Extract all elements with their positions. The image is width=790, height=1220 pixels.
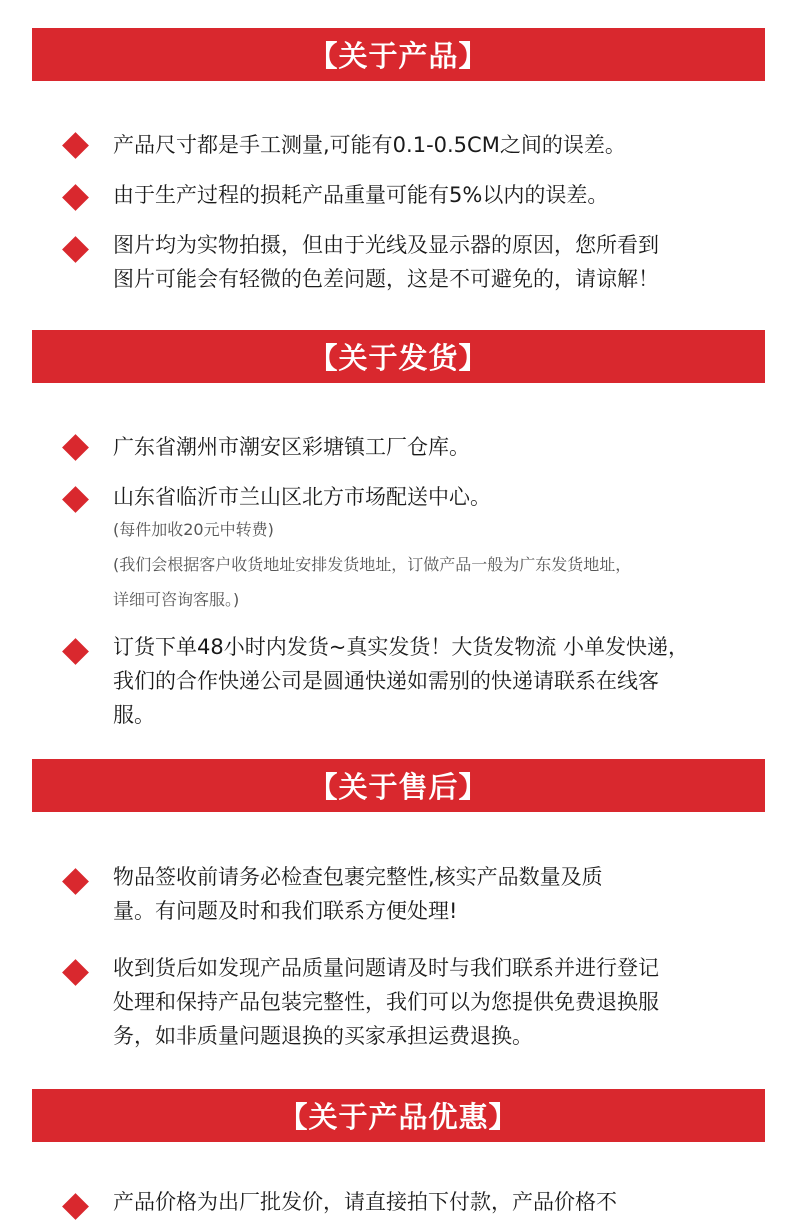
diamond-bullet-icon xyxy=(62,1193,89,1220)
item-note: (每件加收20元中转费) xyxy=(113,520,274,539)
diamond-bullet-icon xyxy=(62,132,89,159)
section-banner-product xyxy=(32,28,765,81)
diamond-bullet-icon xyxy=(62,959,89,986)
item-text: 产品价格为出厂批发价，请直接拍下付款，产品价格不 xyxy=(113,1190,617,1214)
item-text: 物品签收前请务必检查包裹完整性,核实产品数量及质 量。有问题及时和我们联系方便处理! xyxy=(113,865,603,923)
section-title: 【关于产品优惠】 xyxy=(278,1100,519,1134)
diamond-bullet-icon xyxy=(62,434,89,461)
item-text: 广东省潮州市潮安区彩塘镇工厂仓库。 xyxy=(113,435,470,459)
section-banner-discount xyxy=(32,1089,765,1142)
item-text: 由于生产过程的损耗产品重量可能有5%以内的误差。 xyxy=(113,183,609,207)
section-title: 【关于售后】 xyxy=(308,770,489,804)
item-text: 山东省临沂市兰山区北方市场配送中心。 xyxy=(113,485,491,509)
diamond-bullet-icon xyxy=(62,868,89,895)
diamond-bullet-icon xyxy=(62,236,89,263)
item-text: 产品尺寸都是手工测量,可能有0.1-0.5CM之间的误差。 xyxy=(113,133,626,157)
section-banner-shipping xyxy=(32,330,765,383)
item-note: (我们会根据客户收货地址安排发货地址，订做产品一般为广东发货地址， 详细可咨询客服。) xyxy=(113,555,632,609)
section-title: 【关于发货】 xyxy=(308,341,489,375)
section-banner-after-sales xyxy=(32,759,765,812)
item-text: 图片均为实物拍摄，但由于光线及显示器的原因，您所看到 图片可能会有轻微的色差问题，这是不可避免的，请谅解！ xyxy=(113,233,659,291)
diamond-bullet-icon xyxy=(62,638,89,665)
section-title: 【关于产品】 xyxy=(308,39,489,73)
diamond-bullet-icon xyxy=(62,486,89,513)
diamond-bullet-icon xyxy=(62,184,89,211)
item-text: 收到货后如发现产品质量问题请及时与我们联系并进行登记 处理和保持产品包装完整性，我们可以为您提供免费退换服 务，如非质量问题退换的买家承担运费退换。 xyxy=(113,956,659,1048)
item-text: 订货下单48小时内发货~真实发货！大货发物流 小单发快递， 我们的合作快递公司是圆通快递如需别的快递请联系在线客 服。 xyxy=(113,635,689,727)
